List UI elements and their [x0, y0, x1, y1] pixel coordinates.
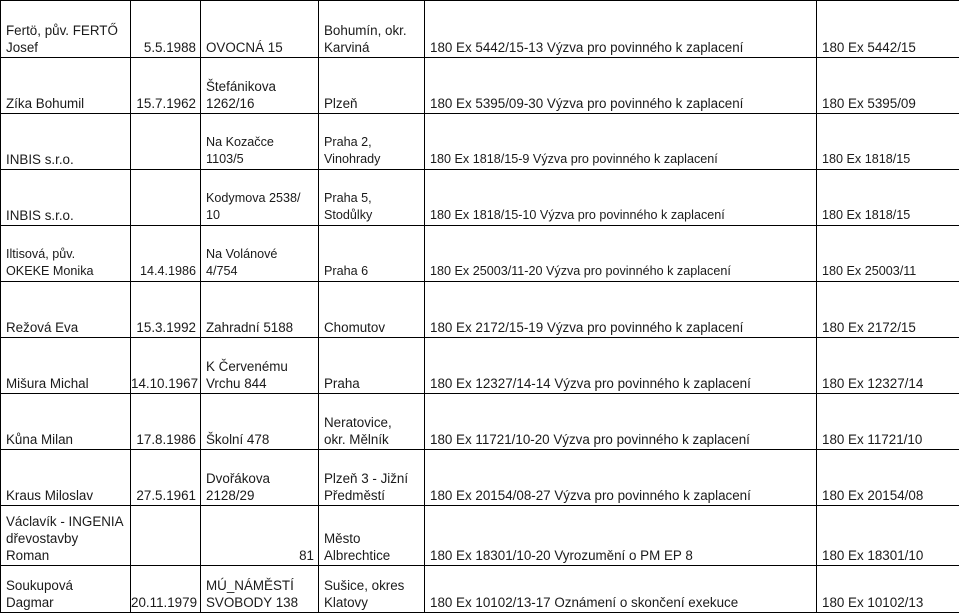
table-row — [1, 226, 959, 282]
date-cell: 20.11.1979 — [131, 566, 201, 613]
city-cell: Plzeň 3 - Jižní Předměstí — [319, 450, 425, 506]
table-row — [1, 450, 959, 506]
name-cell: Mišura Michal — [1, 338, 131, 394]
document-cell: 180 Ex 18301/10-20 Vyrozumění o PM EP 8 — [425, 506, 817, 566]
date-cell: 15.7.1962 — [131, 58, 201, 114]
reference-cell: 180 Ex 12327/14 — [817, 338, 959, 394]
document-cell: 180 Ex 11721/10-20 Výzva pro povinného k zaplacení — [425, 394, 817, 450]
table-row — [1, 170, 959, 226]
document-cell: 180 Ex 5395/09-30 Výzva pro povinného k zaplacení — [425, 58, 817, 114]
name-cell: Kraus Miloslav — [1, 450, 131, 506]
address-cell: K Červenému Vrchu 844 — [201, 338, 319, 394]
table-row — [1, 114, 959, 170]
reference-cell: 180 Ex 10102/13 — [817, 566, 959, 613]
city-cell: Praha 6 — [319, 226, 425, 282]
city-cell: Neratovice, okr. Mělník — [319, 394, 425, 450]
document-cell: 180 Ex 1818/15-10 Výzva pro povinného k zaplacení — [425, 170, 817, 226]
city-cell: Praha — [319, 338, 425, 394]
reference-cell: 180 Ex 5442/15 — [817, 1, 959, 58]
date-cell: 5.5.1988 — [131, 1, 201, 58]
table-row — [1, 566, 959, 613]
address-cell: 81 — [201, 506, 319, 566]
address-cell: Na Kozačce 1103/5 — [201, 114, 319, 170]
address-cell: OVOCNÁ 15 — [201, 1, 319, 58]
date-cell: 14.4.1986 — [131, 226, 201, 282]
reference-cell: 180 Ex 11721/10 — [817, 394, 959, 450]
city-cell: Město Albrechtice — [319, 506, 425, 566]
name-cell: INBIS s.r.o. — [1, 170, 131, 226]
document-cell: 180 Ex 1818/15-9 Výzva pro povinného k zaplacení — [425, 114, 817, 170]
city-cell: Chomutov — [319, 282, 425, 338]
city-cell: Praha 2, Vinohrady — [319, 114, 425, 170]
document-cell: 180 Ex 5442/15-13 Výzva pro povinného k zaplacení — [425, 1, 817, 58]
name-cell: Soukupová Dagmar — [1, 566, 131, 613]
reference-cell: 180 Ex 20154/08 — [817, 450, 959, 506]
reference-cell: 180 Ex 1818/15 — [817, 170, 959, 226]
date-cell: 14.10.1967 — [131, 338, 201, 394]
name-cell: Zíka Bohumil — [1, 58, 131, 114]
date-cell: 27.5.1961 — [131, 450, 201, 506]
table-row — [1, 338, 959, 394]
document-cell: 180 Ex 12327/14-14 Výzva pro povinného k zaplacení — [425, 338, 817, 394]
address-cell: MÚ_NÁMĚSTÍ SVOBODY 138 — [201, 566, 319, 613]
table-row — [1, 282, 959, 338]
date-cell — [131, 170, 201, 226]
document-cell: 180 Ex 10102/13-17 Oznámení o skončení exekuce — [425, 566, 817, 613]
city-cell: Sušice, okres Klatovy — [319, 566, 425, 613]
date-cell: 15.3.1992 — [131, 282, 201, 338]
table-row — [1, 58, 959, 114]
records-body — [1, 1, 959, 613]
name-cell: Iltisová, pův. OKEKE Monika — [1, 226, 131, 282]
address-cell: Dvořákova 2128/29 — [201, 450, 319, 506]
name-cell: Kůna Milan — [1, 394, 131, 450]
date-cell — [131, 114, 201, 170]
city-cell: Bohumín, okr. Karviná — [319, 1, 425, 58]
reference-cell: 180 Ex 2172/15 — [817, 282, 959, 338]
name-cell: Fertö, pův. FERTŐ Josef — [1, 1, 131, 58]
city-cell: Plzeň — [319, 58, 425, 114]
address-cell: Školní 478 — [201, 394, 319, 450]
date-cell — [131, 506, 201, 566]
address-cell: Kodymova 2538/ 10 — [201, 170, 319, 226]
reference-cell: 180 Ex 5395/09 — [817, 58, 959, 114]
table-row — [1, 1, 959, 58]
table-row — [1, 394, 959, 450]
name-cell: INBIS s.r.o. — [1, 114, 131, 170]
address-cell: Štefánikova 1262/16 — [201, 58, 319, 114]
city-cell: Praha 5, Stodůlky — [319, 170, 425, 226]
reference-cell: 180 Ex 25003/11 — [817, 226, 959, 282]
document-cell: 180 Ex 25003/11-20 Výzva pro povinného k zaplacení — [425, 226, 817, 282]
name-cell: Režová Eva — [1, 282, 131, 338]
table-row — [1, 506, 959, 566]
document-cell: 180 Ex 20154/08-27 Výzva pro povinného k zaplacení — [425, 450, 817, 506]
address-cell: Zahradní 5188 — [201, 282, 319, 338]
date-cell: 17.8.1986 — [131, 394, 201, 450]
address-cell: Na Volánové 4/754 — [201, 226, 319, 282]
reference-cell: 180 Ex 18301/10 — [817, 506, 959, 566]
document-cell: 180 Ex 2172/15-19 Výzva pro povinného k zaplacení — [425, 282, 817, 338]
reference-cell: 180 Ex 1818/15 — [817, 114, 959, 170]
name-cell: Václavík - INGENIA dřevostavby Roman — [1, 506, 131, 566]
